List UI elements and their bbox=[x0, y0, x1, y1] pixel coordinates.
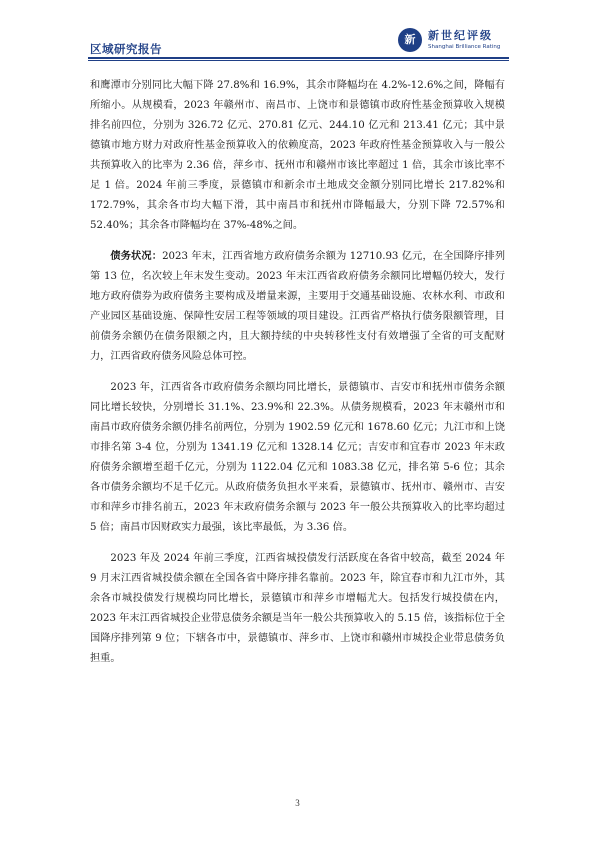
logo-emblem-icon: 新 bbox=[398, 28, 422, 52]
header-divider bbox=[88, 57, 509, 59]
logo-name: 新世纪评级 bbox=[428, 29, 493, 42]
header-divider-thin bbox=[88, 60, 509, 61]
logo-subtitle: Shanghai Brilliance Rating bbox=[428, 44, 501, 50]
paragraph-fiscal-fund bbox=[90, 75, 505, 236]
paragraph-heading: 债务状况： bbox=[110, 250, 163, 262]
section-title: 区域研究报告 bbox=[90, 42, 162, 56]
paragraph-text: 2023 年，江西省各市政府债务余额均同比增长，景德镇市、吉安市和抚州市债务余额同比增长较快，分别增长 31.1%、23.9%和 22.3%。从债务规模看，2023 年末赣州市和南昌市政府债务余额仍排名前两位，分别为 1902.59 亿元和 1678.60 亿元；九江市和上饶市排名第 3-4 位，分别为 1341.19 亿元和 1328.14 亿元；吉安市和宜春市 2023 年末政府债务余额增至超千亿元，分别为 1122.04 亿元和 1083.38 亿元，排名第 5-6 位；其余各市债务余额均不足千亿元。从政府债务负担水平来看，景德镇市、抚州市、赣州市、吉安市和萍乡市排名前五，2023 年末政府债务余额与 2023 年一般公共预算收入的比率均超过 5 倍；南昌市因财政实力最强，该比率最低，为 3.36 倍。 bbox=[90, 382, 505, 533]
paragraph-city-debt bbox=[90, 377, 505, 538]
page-number: 3 bbox=[295, 798, 300, 808]
paragraph-debt-status bbox=[90, 246, 505, 367]
paragraph-chengtou-bonds bbox=[90, 548, 505, 669]
page-header bbox=[0, 0, 595, 66]
paragraph-text: 2023 年及 2024 年前三季度，江西省城投债发行活跃度在各省中较高，截至 2024 年 9 月末江西省城投债余额在全国各省中降序排名靠前。2023 年，除宜春市和九江市外，其余各市城投债发行规模均同比增长，景德镇市和萍乡市增幅尤大。包括发行城投债在内，2023 年末江西省城投企业带息债务余额是当年一般公共预算收入的 5.15 倍，该指标位于全国降序排列第 9 位；下辖各市中，景德镇市、萍乡市、上饶市和赣州市城投企业带息债务负担重。 bbox=[90, 553, 505, 664]
paragraph-text: 2023 年末，江西省地方政府债务余额为 12710.93 亿元，在全国降序排列第 13 位，名次较上年末发生变动。2023 年末江西省政府债务余额同比增幅仍较大，发行地方政府债券为政府债务主要构成及增量来源，主要用于交通基础设施、农林水利、市政和产业园区基础设施、保障性安居工程等领域的项目建设。江西省严格执行债务限额管理，目前债务余额仍在债务限额之内，且大额持续的中央转移性支付有效增强了全省的可支配财力，江西省政府债务风险总体可控。 bbox=[90, 251, 506, 362]
company-logo bbox=[398, 26, 512, 58]
paragraph-text: 和鹰潭市分别同比大幅下降 27.8%和 16.9%，其余市降幅均在 4.2%-12.6%之间，降幅有所缩小。从规模看，2023 年赣州市、南昌市、上饶市和景德镇市政府性基金预算收入规模排名前四位，分别为 326.72 亿元、270.81 亿元、244.10 亿元和 213.41 亿元；其中景德镇市地方财力对政府性基金预算收入的依赖度高，2023 年政府性基金预算收入与一般公共预算收入的比率为 2.36 倍，萍乡市、抚州市和赣州市该比率超过 1 倍，其余市该比率不足 1 倍。2024 年前三季度，景德镇市和新余市土地成交金额分别同比增长 217.82%和 172.79%，其余各市均大幅下滑，其中南昌市和抚州市降幅最大，分别下降 72.57%和 52.40%；其余各市降幅均在 37%-48%之间。 bbox=[90, 80, 505, 231]
report-body bbox=[90, 75, 505, 679]
